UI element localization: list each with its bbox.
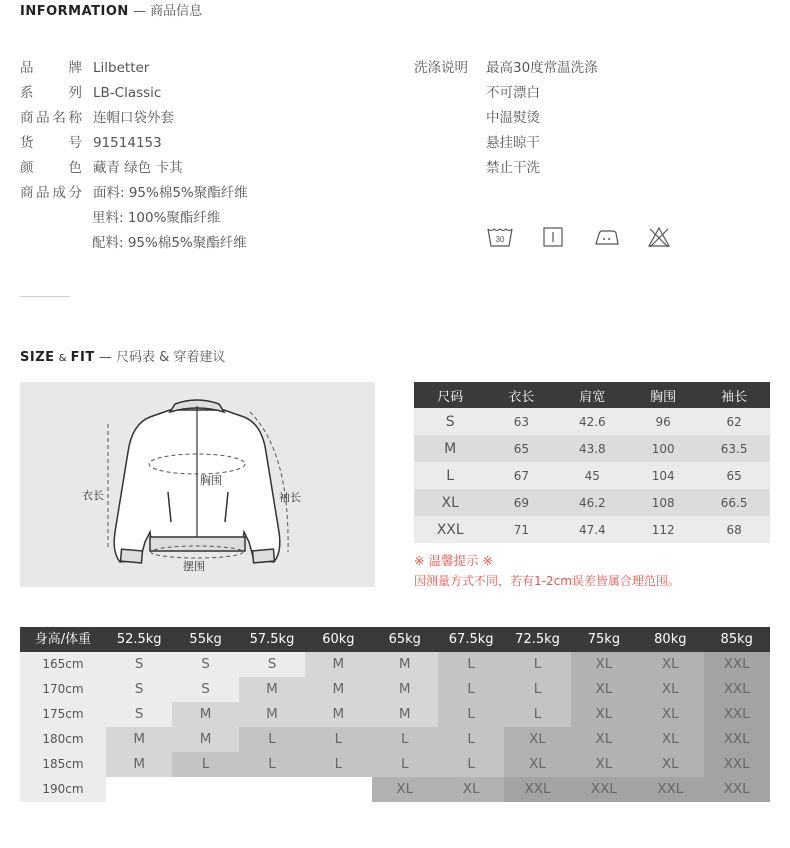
- shoulder-header: 肩宽: [556, 382, 628, 408]
- table-cell: 67: [486, 462, 556, 489]
- fit-size-cell: XL: [637, 727, 703, 752]
- fit-size-cell: M: [305, 677, 371, 702]
- wash-line: 不可漂白: [486, 85, 540, 101]
- wash-temp-text: 30: [495, 235, 505, 244]
- title-dash: —: [132, 4, 146, 19]
- fit-size-cell: [305, 777, 371, 802]
- fit-size-cell: XL: [637, 702, 703, 727]
- fit-size-cell: L: [438, 752, 504, 777]
- fit-size-cell: XXL: [704, 652, 770, 677]
- fit-size-cell: L: [372, 752, 438, 777]
- height-label: 170cm: [20, 677, 106, 702]
- weight-header: 75kg: [571, 627, 637, 652]
- weight-header: 85kg: [704, 627, 770, 652]
- fit-size-cell: L: [438, 727, 504, 752]
- info-row-material: [20, 181, 248, 201]
- info-row-name: [20, 106, 174, 126]
- tip-text: 因测量方式不同，若有1-2cm误差皆属合理范围。: [414, 574, 680, 588]
- fit-size-cell: S: [106, 702, 172, 727]
- table-cell: 100: [628, 435, 698, 462]
- table-cell: 68: [698, 516, 770, 543]
- wash-line: 悬挂晾干: [486, 135, 540, 151]
- fit-size-cell: L: [438, 677, 504, 702]
- fit-size-cell: L: [438, 652, 504, 677]
- info-row-color: [20, 156, 183, 176]
- fit-size-cell: S: [106, 677, 172, 702]
- table-cell: 43.8: [556, 435, 628, 462]
- fit-size-cell: XL: [372, 777, 438, 802]
- height-label: 165cm: [20, 652, 106, 677]
- size-fit-title-cn: 尺码表 & 穿着建议: [115, 350, 226, 365]
- table-cell: L: [414, 462, 486, 489]
- fit-size-cell: L: [504, 677, 570, 702]
- fit-size-cell: L: [305, 752, 371, 777]
- table-row: [414, 489, 770, 516]
- fit-size-cell: L: [305, 727, 371, 752]
- table-row: [414, 435, 770, 462]
- table-cell: 45: [556, 462, 628, 489]
- fit-size-cell: XXL: [637, 777, 703, 802]
- table-cell: 63.5: [698, 435, 770, 462]
- height-label: 185cm: [20, 752, 106, 777]
- info-value: 连帽口袋外套: [93, 110, 174, 126]
- fit-size-cell: L: [239, 727, 305, 752]
- fit-size-cell: M: [372, 677, 438, 702]
- fit-grid-header: [20, 627, 770, 652]
- info-label: 品牌: [20, 60, 82, 76]
- weight-header: 55kg: [172, 627, 238, 652]
- info-value: 面料: 95%棉5%聚酯纤维: [93, 185, 248, 201]
- table-cell: XXL: [414, 516, 486, 543]
- fit-size-cell: XL: [571, 677, 637, 702]
- title-dash: —: [98, 350, 112, 365]
- hem-label: 摆围: [183, 560, 205, 573]
- size-table: [414, 382, 770, 543]
- sleeve-header: 袖长: [698, 382, 770, 408]
- fit-title-en: FIT: [70, 350, 95, 365]
- wash-line: 禁止干洗: [486, 160, 540, 176]
- fit-size-cell: M: [172, 702, 238, 727]
- table-cell: 62: [698, 408, 770, 435]
- fit-size-cell: XXL: [504, 777, 570, 802]
- fit-size-cell: XXL: [704, 777, 770, 802]
- fit-grid-row: [20, 727, 770, 752]
- fit-size-cell: L: [372, 727, 438, 752]
- fit-size-cell: XL: [637, 677, 703, 702]
- height-label: 175cm: [20, 702, 106, 727]
- weight-header: 60kg: [305, 627, 371, 652]
- table-cell: 65: [698, 462, 770, 489]
- fit-size-cell: M: [372, 652, 438, 677]
- fit-size-cell: XL: [637, 752, 703, 777]
- fit-size-cell: S: [106, 652, 172, 677]
- fit-size-cell: L: [438, 702, 504, 727]
- info-value: LB-Classic: [93, 85, 162, 101]
- fit-size-cell: [106, 777, 172, 802]
- table-row: [414, 462, 770, 489]
- info-row-trim: [92, 231, 247, 251]
- table-cell: M: [414, 435, 486, 462]
- fit-size-cell: XL: [504, 752, 570, 777]
- size-fit-title: [20, 346, 225, 365]
- size-header: 尺码: [414, 382, 486, 408]
- table-cell: 63: [486, 408, 556, 435]
- jacket-diagram: [20, 382, 375, 587]
- fit-size-cell: XL: [571, 752, 637, 777]
- weight-header: 67.5kg: [438, 627, 504, 652]
- fit-size-cell: XXL: [571, 777, 637, 802]
- fit-size-cell: S: [172, 677, 238, 702]
- wash-line: 中温熨烫: [486, 110, 540, 126]
- chest-label: 胸围: [200, 474, 222, 487]
- info-label: 颜色: [20, 160, 82, 176]
- fit-size-cell: S: [239, 652, 305, 677]
- wash-label: 洗涤说明: [414, 60, 468, 76]
- table-cell: 66.5: [698, 489, 770, 516]
- table-cell: 71: [486, 516, 556, 543]
- fit-size-cell: XXL: [704, 727, 770, 752]
- info-label: 商品成分: [20, 185, 82, 201]
- wash-line: 最高30度常温洗涤: [486, 60, 598, 76]
- info-value: 里料: 100%聚酯纤维: [92, 210, 221, 226]
- fit-grid: [20, 627, 770, 802]
- fit-size-cell: L: [239, 752, 305, 777]
- fit-grid-row: [20, 752, 770, 777]
- fit-size-cell: L: [504, 702, 570, 727]
- height-label: 190cm: [20, 777, 106, 802]
- fit-size-cell: M: [239, 702, 305, 727]
- fit-size-cell: [239, 777, 305, 802]
- table-cell: XL: [414, 489, 486, 516]
- fit-size-cell: XXL: [704, 752, 770, 777]
- information-title-en: INFORMATION: [20, 4, 129, 19]
- fit-size-cell: L: [504, 652, 570, 677]
- fit-size-cell: XL: [571, 652, 637, 677]
- fit-size-cell: XL: [571, 727, 637, 752]
- weight-header: 65kg: [372, 627, 438, 652]
- information-title: [20, 0, 202, 19]
- fit-size-cell: XL: [637, 652, 703, 677]
- weight-header: 52.5kg: [106, 627, 172, 652]
- table-cell: 65: [486, 435, 556, 462]
- table-cell: 47.4: [556, 516, 628, 543]
- weight-header: 72.5kg: [504, 627, 570, 652]
- table-cell: 108: [628, 489, 698, 516]
- size-title-en: SIZE: [20, 350, 55, 365]
- fit-size-cell: M: [305, 652, 371, 677]
- info-value: 藏青 绿色 卡其: [93, 160, 183, 176]
- fit-size-cell: M: [305, 702, 371, 727]
- table-cell: 42.6: [556, 408, 628, 435]
- tip-title: ※ 温馨提示 ※: [414, 553, 493, 568]
- table-row: [414, 408, 770, 435]
- fit-size-cell: M: [106, 752, 172, 777]
- fit-size-cell: S: [172, 652, 238, 677]
- wash-30-icon: [486, 226, 514, 248]
- fit-size-cell: XL: [438, 777, 504, 802]
- table-cell: 96: [628, 408, 698, 435]
- fit-grid-row: [20, 677, 770, 702]
- info-label: 系列: [20, 85, 82, 101]
- info-row-series: [20, 81, 161, 101]
- fit-size-cell: M: [372, 702, 438, 727]
- fit-grid-row: [20, 652, 770, 677]
- info-value: 91514153: [93, 135, 162, 151]
- info-row-lining: [92, 206, 220, 226]
- table-cell: 69: [486, 489, 556, 516]
- fit-grid-corner: 身高/体重: [20, 627, 106, 652]
- no-bleach-icon: [543, 227, 563, 247]
- info-value: 配料: 95%棉5%聚酯纤维: [92, 235, 247, 251]
- table-row: [414, 516, 770, 543]
- divider: [20, 296, 70, 297]
- sleeve-label: 袖长: [279, 491, 301, 504]
- jacket-illustration: [20, 382, 375, 587]
- size-title-amp: &: [58, 353, 67, 364]
- fit-size-cell: XL: [504, 727, 570, 752]
- table-cell: 104: [628, 462, 698, 489]
- fit-grid-row: [20, 702, 770, 727]
- info-label: 货号: [20, 135, 82, 151]
- info-label: 商品名称: [20, 110, 82, 126]
- chest-header: 胸围: [628, 382, 698, 408]
- fit-size-cell: M: [106, 727, 172, 752]
- fit-size-cell: XXL: [704, 702, 770, 727]
- height-label: 180cm: [20, 727, 106, 752]
- table-cell: 112: [628, 516, 698, 543]
- fit-size-cell: M: [239, 677, 305, 702]
- info-value: Lilbetter: [93, 60, 150, 76]
- information-title-cn: 商品信息: [150, 4, 203, 19]
- fit-size-cell: M: [172, 727, 238, 752]
- table-cell: 46.2: [556, 489, 628, 516]
- weight-header: 57.5kg: [239, 627, 305, 652]
- info-row-sku: [20, 131, 162, 151]
- fit-size-cell: XL: [571, 702, 637, 727]
- fit-size-cell: XXL: [704, 677, 770, 702]
- length-label: 衣长: [82, 489, 104, 502]
- no-dry-clean-icon: [647, 226, 671, 248]
- weight-header: 80kg: [637, 627, 703, 652]
- table-cell: S: [414, 408, 486, 435]
- size-table-header: [414, 382, 770, 408]
- fit-grid-row: [20, 777, 770, 802]
- fit-size-cell: L: [172, 752, 238, 777]
- fit-size-cell: [172, 777, 238, 802]
- info-row-brand: [20, 56, 149, 76]
- iron-medium-icon: [594, 228, 620, 246]
- length-header: 衣长: [486, 382, 556, 408]
